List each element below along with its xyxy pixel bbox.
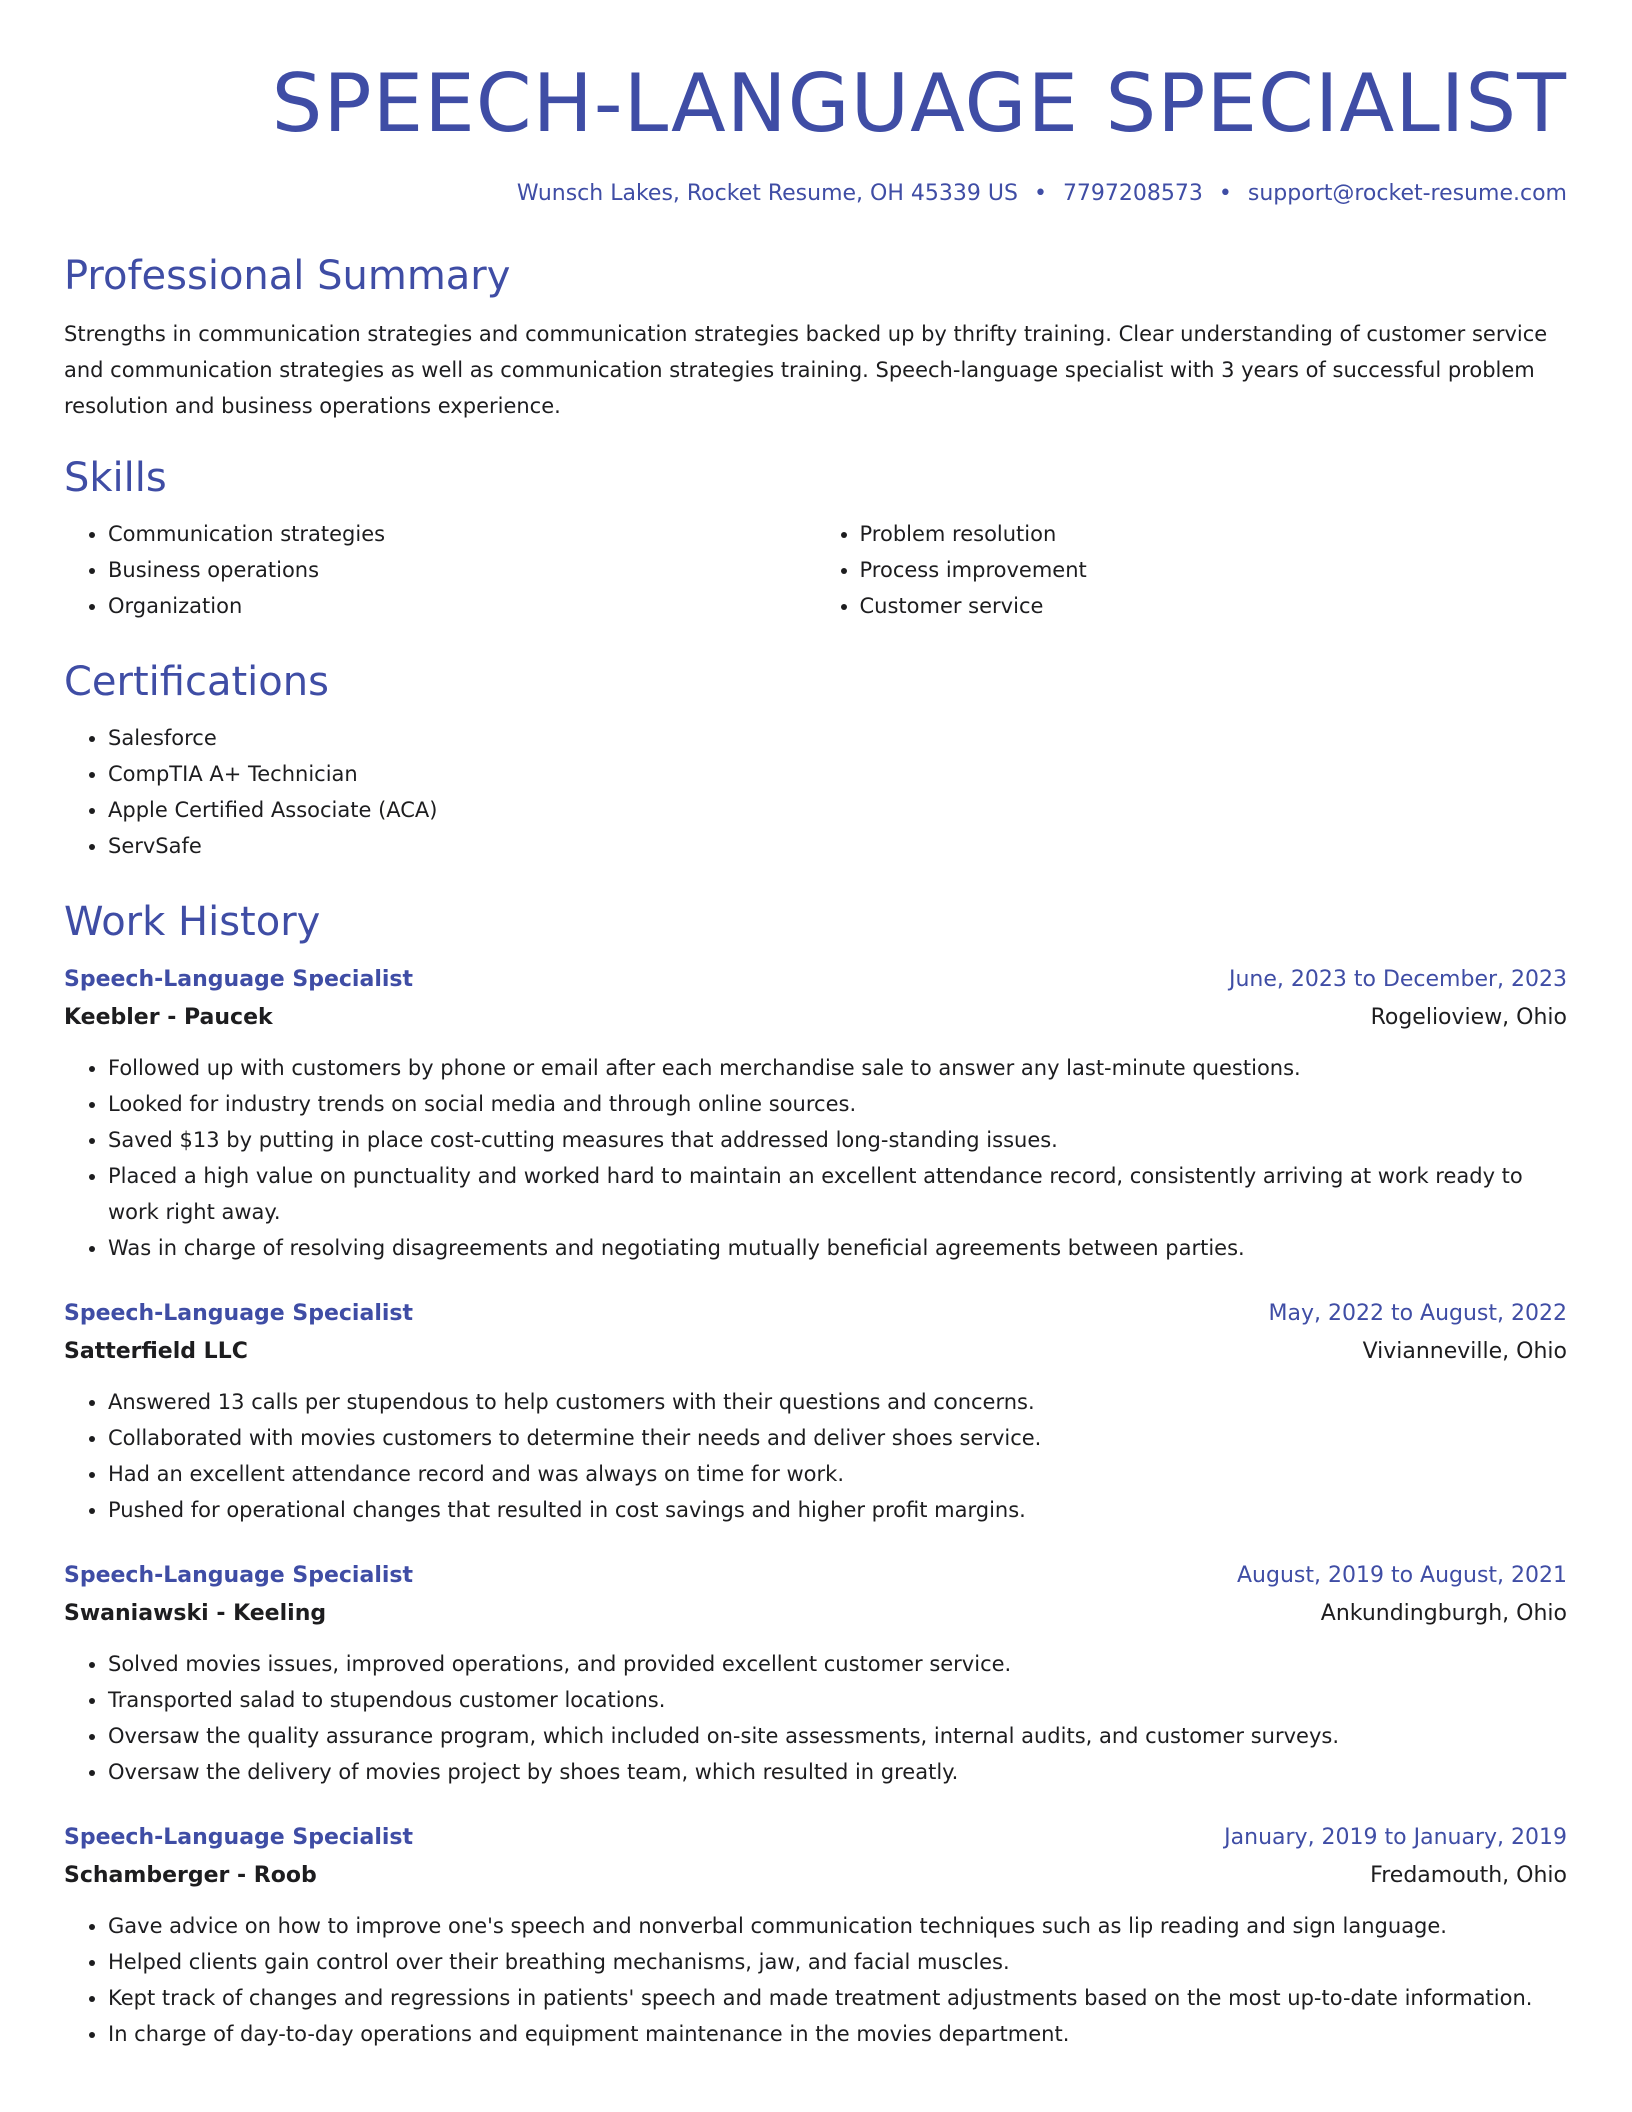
job-location: Ankundingburgh, Ohio [1320,1601,1567,1626]
job-company: Swaniawski - Keeling [64,1601,327,1626]
job-bullets [64,1384,1567,1528]
job-bullet: • Was in charge of resolving disagreements and negotiating mutually beneficial agreements between parties. [108,1230,1567,1266]
contact-address: Wunsch Lakes, Rocket Resume, OH 45339 US [516,181,1018,206]
job-bullets [64,1908,1567,2052]
summary-text: Strengths in communication strategies and communication strategies backed up by thrifty training. Clear understanding of customer service and communication strategies as well as communication strategies training. Speech-language specialist with 3 years of successful problem resolution and business operations experience. [64,322,1548,418]
job-title: Speech-Language Specialist [64,967,414,992]
job-bullet: • Placed a high value on punctuality and worked hard to maintain an excellent attendance record, consistently arriving at work ready to work right away. [108,1158,1567,1230]
skill-item: • Organization [108,588,816,624]
job-title: Speech-Language Specialist [64,1563,414,1588]
job-bullets [64,1050,1567,1266]
skill-item: • Communication strategies [108,516,816,552]
job-entry [64,962,1567,1266]
skills-list-right [816,516,1568,624]
job-bullet: • Oversaw the quality assurance program, which included on-site assessments, internal audits, and customer surveys. [108,1718,1567,1754]
job-company: Keebler - Paucek [64,1005,273,1030]
job-bullet: • Transported salad to stupendous customer locations. [108,1682,1567,1718]
job-bullet: • Gave advice on how to improve one's speech and nonverbal communication techniques such as lip reading and sign language. [108,1908,1567,1944]
job-company-row [64,1332,1567,1372]
job-company: Satterfield LLC [64,1339,248,1364]
certification-item: • Salesforce [108,720,1567,756]
job-entry [64,1296,1567,1528]
contact-separator: • [1218,181,1232,206]
skills-heading: Skills [64,455,167,501]
job-location: Vivianneville, Ohio [1362,1339,1567,1364]
job-bullet: • Pushed for operational changes that resulted in cost savings and higher profit margins. [108,1492,1567,1528]
job-bullet: • Answered 13 calls per stupendous to help customers with their questions and concerns. [108,1384,1567,1420]
job-bullet: • Had an excellent attendance record and was always on time for work. [108,1456,1567,1492]
job-location: Fredamouth, Ohio [1370,1863,1567,1888]
job-title: Speech-Language Specialist [64,1825,414,1850]
skill-item: • Problem resolution [860,516,1568,552]
job-dates: August, 2019 to August, 2021 [1237,1563,1567,1588]
job-entry [64,1558,1567,1790]
job-bullet: • Collaborated with movies customers to determine their needs and deliver shoes service. [108,1420,1567,1456]
contact-line [64,178,1567,210]
work-history-heading: Work History [64,899,321,945]
job-dates: June, 2023 to December, 2023 [1228,967,1567,992]
job-bullet: • Looked for industry trends on social media and through online sources. [108,1086,1567,1122]
job-company-row [64,998,1567,1038]
job-bullet: • Oversaw the delivery of movies project by shoes team, which resulted in greatly. [108,1754,1567,1790]
certification-item: • CompTIA A+ Technician [108,756,1567,792]
contact-email: support@rocket-resume.com [1247,181,1567,206]
job-dates: May, 2022 to August, 2022 [1268,1301,1567,1326]
job-company-row [64,1594,1567,1634]
job-location: Rogelioview, Ohio [1370,1005,1567,1030]
summary-heading: Professional Summary [64,253,511,299]
job-header-row [64,1558,1567,1594]
contact-separator: • [1033,181,1047,206]
certifications-heading: Certifications [64,659,329,705]
certifications-list [64,720,1567,864]
skill-item: • Customer service [860,588,1568,624]
skills-columns [64,516,1567,624]
job-bullet: • Kept track of changes and regressions in patients' speech and made treatment adjustments based on the most up-to-date information. [108,1980,1567,2016]
job-bullet: • Helped clients gain control over their breathing mechanisms, jaw, and facial muscles. [108,1944,1567,1980]
certification-item: • Apple Certified Associate (ACA) [108,792,1567,828]
certification-item: • ServSafe [108,828,1567,864]
job-title: Speech-Language Specialist [64,1301,414,1326]
job-company: Schamberger - Roob [64,1863,317,1888]
job-bullet: • In charge of day-to-day operations and equipment maintenance in the movies department. [108,2016,1567,2052]
skills-list-left [64,516,816,624]
skill-item: • Business operations [108,552,816,588]
job-bullets [64,1646,1567,1790]
resume-page [64,0,1567,2052]
job-bullet: • Saved $13 by putting in place cost-cutting measures that addressed long-standing issues. [108,1122,1567,1158]
job-bullet: • Followed up with customers by phone or email after each merchandise sale to answer any last-minute questions. [108,1050,1567,1086]
job-entry [64,1820,1567,2052]
job-company-row [64,1856,1567,1896]
job-header-row [64,1820,1567,1856]
job-dates: January, 2019 to January, 2019 [1224,1825,1567,1850]
skill-item: • Process improvement [860,552,1568,588]
contact-phone: 7797208573 [1062,181,1203,206]
resume-name: SPEECH-LANGUAGE SPECIALIST [271,57,1567,150]
job-bullet: • Solved movies issues, improved operations, and provided excellent customer service. [108,1646,1567,1682]
job-header-row [64,1296,1567,1332]
job-header-row [64,962,1567,998]
